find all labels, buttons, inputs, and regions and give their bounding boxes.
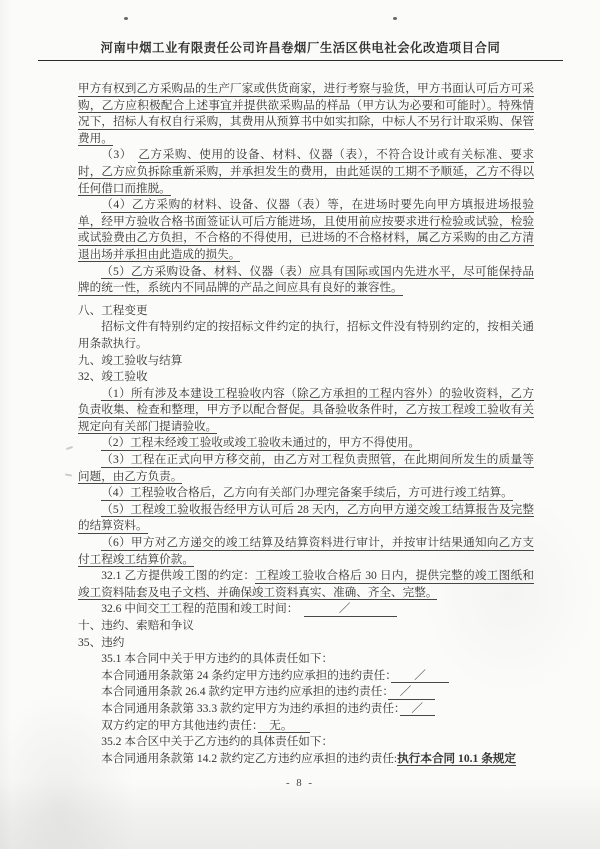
underlined-text-run: （2）工程未经竣工验收或竣工验收未通过的，甲方不得使用。 (101, 436, 421, 450)
paragraph (78, 618, 534, 635)
text-run: 35.1 本合同中关于甲方违约的具体责任如下： (101, 652, 334, 666)
paragraph (78, 535, 534, 568)
paragraph (78, 353, 534, 370)
text-run: 本合同通用条款第 33.3 款约定甲方为违约承担的违约责任： (101, 701, 400, 715)
paragraph (78, 751, 534, 768)
text-run: （3） (101, 148, 138, 162)
paragraph (78, 197, 534, 263)
paragraph (78, 264, 534, 297)
underlined-text-run: ／ (399, 701, 435, 715)
underlined-text-run: （1）所有涉及本建设工程验收内容（除乙方承担的工程内容外）的验收资料，乙方负责收集、检查和整理，甲方予以配合督促。具备验收条件时，乙方按工程竣工验收有关规定向有关部门提请验收。 (78, 386, 534, 433)
underlined-text-run: （6）甲方对乙方递交的竣工结算及结算资料进行审计，并按审计结果通知向乙方支付工程竣工结算价款。 (78, 536, 534, 566)
paragraph (78, 485, 534, 502)
underlined-text-run: （3）工程在正式向甲方移交前，由乙方对工程负责照管，在此期间所发生的质量等问题，由乙方负责。 (78, 453, 534, 483)
paragraph (78, 303, 534, 320)
underlined-text-run: （4）乙方采购的材料、设备、仪器（表）等，在进场时要先向甲方填报进场报验单，经甲方验收合格书面签证认可后方能进场，且使用前应按要求进行检验或试验，检验或试验费由乙方负担，不合格的不得使用，已进场的不合格材料，属乙方采购的由乙方清退出场并承担由此造成的损失。 (78, 198, 534, 261)
paragraph (78, 147, 534, 197)
text-run: 招标文件有特别约定的按招标文件约定的执行，招标文件没有特别约定的，按相关通用条款执行。 (78, 320, 534, 350)
paragraph (78, 319, 534, 352)
paragraph (78, 568, 534, 601)
paragraph (78, 386, 534, 436)
paragraph (78, 502, 534, 535)
underlined-text-run: ／ (304, 602, 397, 616)
underlined-text-run: ／ (391, 668, 450, 682)
page-header (38, 38, 563, 61)
text-run: 十、违约、索赔和争议 (78, 619, 194, 632)
underlined-text-run: （5）工程竣工验收报告经甲方认可后 28 天内，乙方向甲方递交竣工结算报告及完整的结算资料。 (78, 502, 534, 533)
underlined-text-run: ／ (388, 685, 435, 699)
paragraph (78, 684, 534, 701)
paragraph (78, 734, 534, 751)
text-run: 35、违约 (78, 635, 125, 649)
text-run: 35.2 本合区中关于乙方违约的具体责任如下： (101, 735, 334, 749)
registration-dot-right (393, 17, 397, 20)
underlined-text-run: 甲方有权到乙方采购品的生产厂家或供货商家，进行考察与验货，甲方书面认可后方可采购，乙方应积极配合上述事宜并提供欲采购品的样品（甲方认为必要和可能时）。特殊情况下，招标人有权自行采购，其费用从预算书中如实扣除，中标人不另行计取采购、保管费用。 (78, 82, 534, 145)
paragraph (78, 635, 534, 652)
scan-smudge (65, 473, 72, 476)
paragraph (78, 651, 534, 668)
text-run: 32.6 中间交工工程的范围和竣工时间： (101, 602, 305, 616)
page-footer (0, 777, 600, 789)
contract-title: 河南中烟工业有限责任公司许昌卷烟厂生活区供电社会化改造项目合同 (100, 41, 501, 55)
paragraph (78, 668, 534, 685)
paragraph (78, 369, 534, 386)
scan-smudge (66, 446, 73, 450)
text-run: 九、竣工验收与结算 (78, 353, 183, 367)
underlined-text-run: （5）乙方采购设备、材料、仪器（表）应具有国际或国内先进水平，尽可能保持品牌的统一性，系统内不同品牌的产品之间应具有良好的兼容性。 (78, 264, 534, 295)
underlined-text-run: 乙方采购、使用的设备、材料、仪器（表），不符合设计或有关标准、要求时，乙方应负拆除重新采购，并承担发生的费用，由此延误的工期不予顺延，乙方不得以任何借口而推脱。 (78, 148, 534, 195)
underlined-text-run: 无。 (257, 718, 310, 732)
text-run: 八、工程变更 (78, 303, 148, 317)
paragraph (78, 701, 534, 718)
paragraph (78, 601, 534, 618)
page-number: - 8 - (286, 777, 314, 789)
text-run: 本合同通用条款第 24 条约定甲方违约应承担的违约责任： (101, 668, 392, 682)
underlined-text-run: （4）工程验收合格后，乙方向有关部门办理完备案手续后，方可进行竣工结算。 (101, 486, 513, 500)
paragraph (78, 435, 534, 452)
text-run: 本合同通用条款第 14.2 款约定乙方违约应承担的违约责任: (101, 751, 398, 765)
underlined-text-run: 执行本合同 10.1 条规定 (397, 751, 516, 765)
paragraph (78, 718, 534, 735)
paragraph (78, 452, 534, 485)
underlined-text-run: 工程竣工验收合格后 30 日内，提供完整的竣工图纸和竣工资料陆套及电子文档、并确保竣工资料真实、准确、齐全、完整。 (78, 569, 534, 599)
paragraph (78, 81, 534, 147)
registration-dot-left (124, 17, 128, 20)
text-run: 本合同通用条款 26.4 款约定甲方违约应承担的违约责任： (101, 685, 389, 699)
contract-body (78, 81, 534, 767)
text-run: 32.1 乙方提供竣工图的约定： (101, 569, 256, 583)
text-run: 32、竣工验收 (78, 370, 148, 384)
text-run: 双方约定的甲方其他违约责任： (101, 718, 258, 732)
